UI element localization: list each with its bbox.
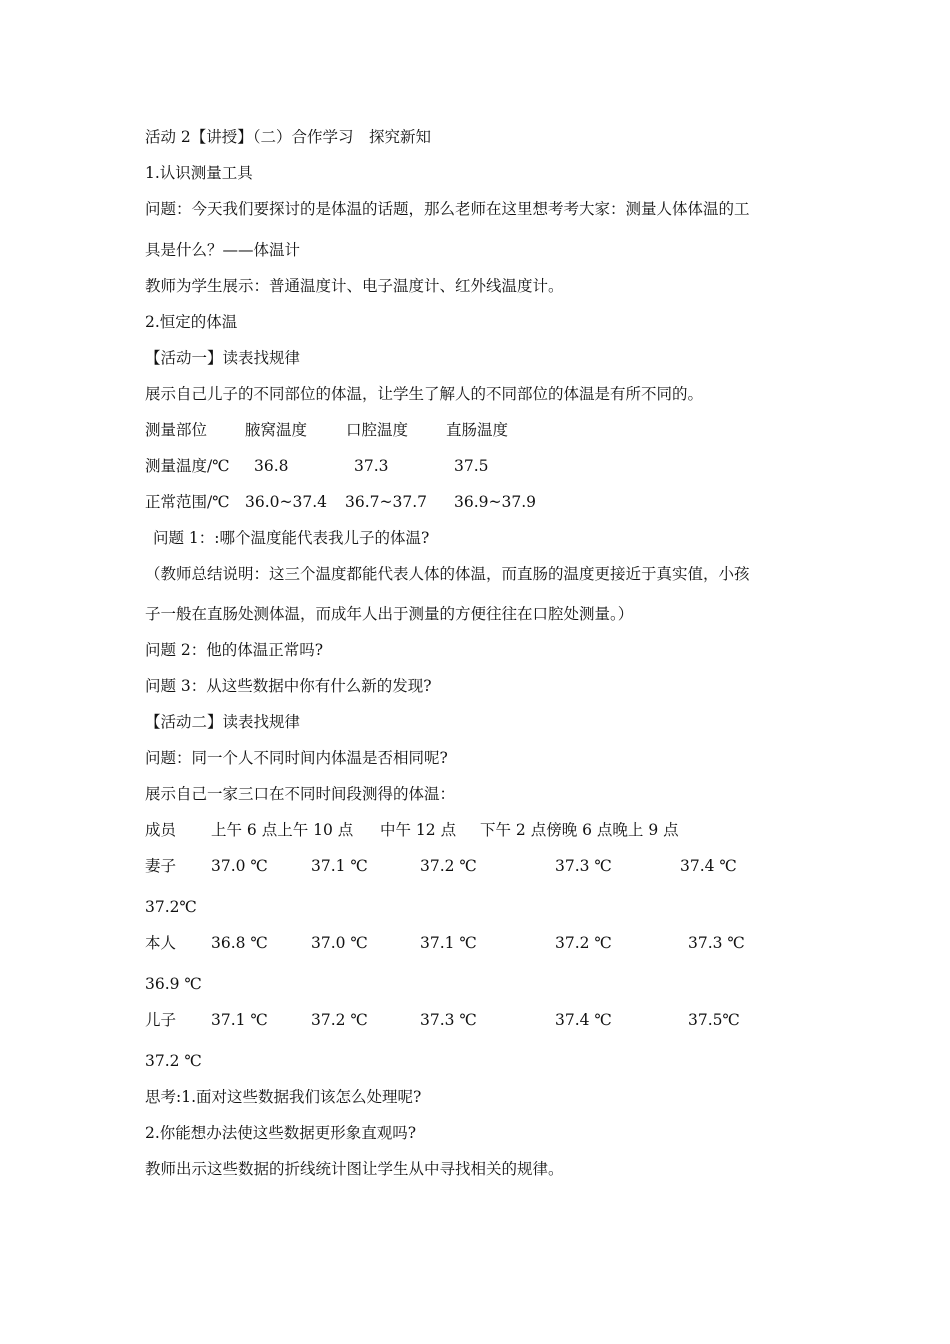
think-question-2: 2.你能想办法使这些数据更形象直观吗? — [145, 1124, 417, 1142]
table2-header-cell: 下午 2 点傍晚 6 点晚上 9 点 — [480, 821, 679, 839]
table2-cell: 37.1 ℃ — [311, 857, 368, 875]
table2-row-son — [145, 1010, 950, 1030]
table2-wrap-cell: 37.2 ℃ — [145, 1052, 202, 1070]
table1-header-cell: 腋窝温度 — [245, 421, 308, 439]
table2-member-label: 本人 — [145, 934, 177, 952]
table1-header-cell: 直肠温度 — [446, 421, 509, 439]
table2-cell: 37.2 ℃ — [555, 934, 612, 952]
table1-header-cell: 测量部位 — [145, 421, 208, 439]
table2-cell: 37.1 ℃ — [211, 1011, 268, 1029]
table2-wrap-cell: 36.9 ℃ — [145, 975, 202, 993]
teacher-note-line-1: （教师总结说明：这三个温度都能代表人体的体温，而直肠的温度更接近于真实值，小孩 — [145, 565, 750, 583]
question-3: 问题 3：从这些数据中你有什么新的发现? — [145, 677, 432, 695]
activity-two-title: 【活动二】读表找规律 — [145, 713, 301, 731]
question-2: 问题 2：他的体温正常吗? — [145, 641, 324, 659]
table2-cell: 37.4 ℃ — [555, 1011, 612, 1029]
table2-cell: 37.3 ℃ — [688, 934, 745, 952]
table1-cell: 36.7~37.7 — [345, 493, 428, 511]
table1-normal-range-row — [145, 492, 950, 512]
table1-cell: 36.0~37.4 — [245, 493, 328, 511]
activity-two-question: 问题：同一个人不同时间内体温是否相同呢? — [145, 749, 448, 767]
table2-cell: 36.8 ℃ — [211, 934, 268, 952]
activity-heading: 活动 2【讲授】（二）合作学习 探究新知 — [145, 128, 432, 146]
table2-wrap-cell: 37.2℃ — [145, 898, 197, 916]
table1-cell: 37.5 — [454, 457, 489, 475]
table1-header-row — [145, 420, 950, 440]
table1-cell: 37.3 — [354, 457, 389, 475]
activity-one-title: 【活动一】读表找规律 — [145, 349, 301, 367]
teacher-note-line-2: 子一般在直肠处测体温，而成年人出于测量的方便往往在口腔处测量。） — [145, 605, 634, 623]
activity-one-intro: 展示自己儿子的不同部位的体温，让学生了解人的不同部位的体温是有所不同的。 — [145, 385, 704, 403]
table2-member-label: 儿子 — [145, 1011, 177, 1029]
table2-row-wife — [145, 856, 950, 876]
activity-two-intro: 展示自己一家三口在不同时间段测得的体温： — [145, 785, 456, 803]
table2-row-self — [145, 933, 950, 953]
table2-member-label: 妻子 — [145, 857, 177, 875]
table2-header-cell: 中午 12 点 — [380, 821, 457, 839]
table2-cell: 37.2 ℃ — [311, 1011, 368, 1029]
question-1: 问题 1：:哪个温度能代表我儿子的体温? — [153, 529, 430, 547]
section-title-constant-temperature: 2.恒定的体温 — [145, 313, 238, 331]
table2-cell: 37.5℃ — [688, 1011, 740, 1029]
think-question-1: 思考:1.面对这些数据我们该怎么处理呢? — [145, 1088, 422, 1106]
table2-cell: 37.0 ℃ — [311, 934, 368, 952]
table2-header-cell: 成员 — [145, 821, 177, 839]
teacher-demo-text: 教师为学生展示：普通温度计、电子温度计、红外线温度计。 — [145, 277, 564, 295]
table1-header-cell: 口腔温度 — [346, 421, 409, 439]
table1-measured-row — [145, 456, 950, 476]
table1-cell: 36.9~37.9 — [454, 493, 537, 511]
table1-cell: 测量温度/℃ — [145, 457, 230, 475]
question-line-2: 具是什么？——体温计 — [145, 241, 301, 259]
table2-header-cell: 上午 6 点上午 10 点 — [211, 821, 354, 839]
table2-cell: 37.0 ℃ — [211, 857, 268, 875]
table2-cell: 37.4 ℃ — [680, 857, 737, 875]
table2-cell: 37.3 ℃ — [420, 1011, 477, 1029]
table1-cell: 正常范围/℃ — [145, 493, 230, 511]
question-line-1: 问题：今天我们要探讨的是体温的话题，那么老师在这里想考考大家：测量人体体温的工 — [145, 200, 750, 218]
section-title-measuring-tools: 1.认识测量工具 — [145, 164, 253, 182]
table2-cell: 37.2 ℃ — [420, 857, 477, 875]
table2-cell: 37.3 ℃ — [555, 857, 612, 875]
table1-cell: 36.8 — [254, 457, 289, 475]
table2-header-row — [145, 820, 950, 840]
closing-text: 教师出示这些数据的折线统计图让学生从中寻找相关的规律。 — [145, 1160, 564, 1178]
table2-cell: 37.1 ℃ — [420, 934, 477, 952]
